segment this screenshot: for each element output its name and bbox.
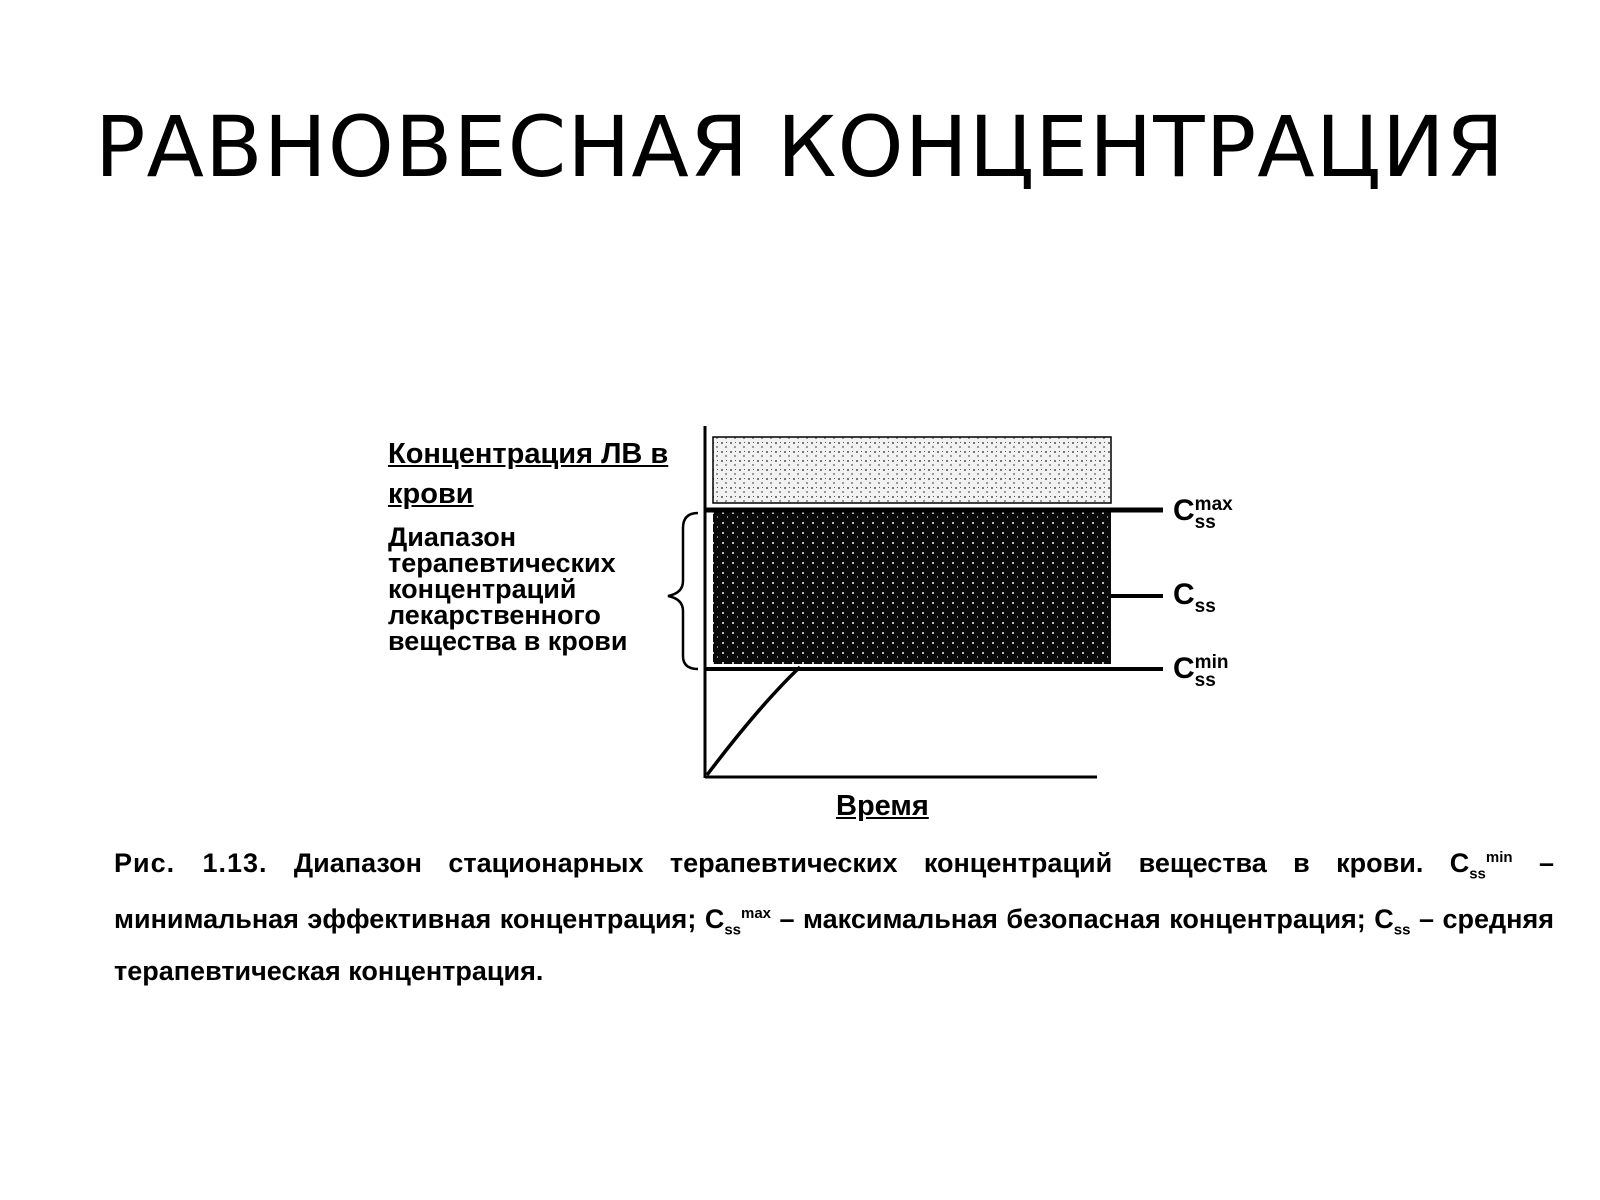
caption-css-max: $C_{ss}^{max}$ bbox=[704, 904, 772, 939]
slide-title: РАВНОВЕСНАЯ КОНЦЕНТРАЦИЯ bbox=[94, 98, 1506, 196]
caption-text-4: – средняя терапевтическая концентрация. bbox=[114, 904, 1554, 986]
therapeutic-range-label: Диапазон терапевтических концентраций лекарственного вещества в крови bbox=[388, 522, 628, 656]
toxic-zone bbox=[713, 437, 1111, 503]
caption-text-1: Диапазон стационарных терапевтических концентраций вещества в крови. bbox=[293, 848, 1424, 878]
y-axis-label: Концентрация ЛВ в крови bbox=[388, 438, 669, 510]
x-axis-label: Время bbox=[836, 790, 929, 822]
concentration-curve bbox=[707, 667, 800, 775]
caption-number: Рис. 1.13. bbox=[114, 848, 268, 878]
caption-css: $C_{ss}$ bbox=[1374, 904, 1411, 939]
therapeutic-zone bbox=[713, 512, 1111, 664]
level-label-mid: C ss bbox=[1173, 578, 1216, 617]
caption-css-min: $C_{ss}^{min}$ bbox=[1449, 848, 1513, 883]
level-label-max: Cmax ss bbox=[1173, 494, 1233, 533]
level-label-min: Cmin ss bbox=[1173, 652, 1229, 691]
figure-caption bbox=[114, 838, 1554, 991]
caption-text-2: – минимальная эффективная концентрация; bbox=[114, 848, 1554, 935]
caption-text-3: – максимальная безопасная концентрация; bbox=[779, 904, 1366, 935]
